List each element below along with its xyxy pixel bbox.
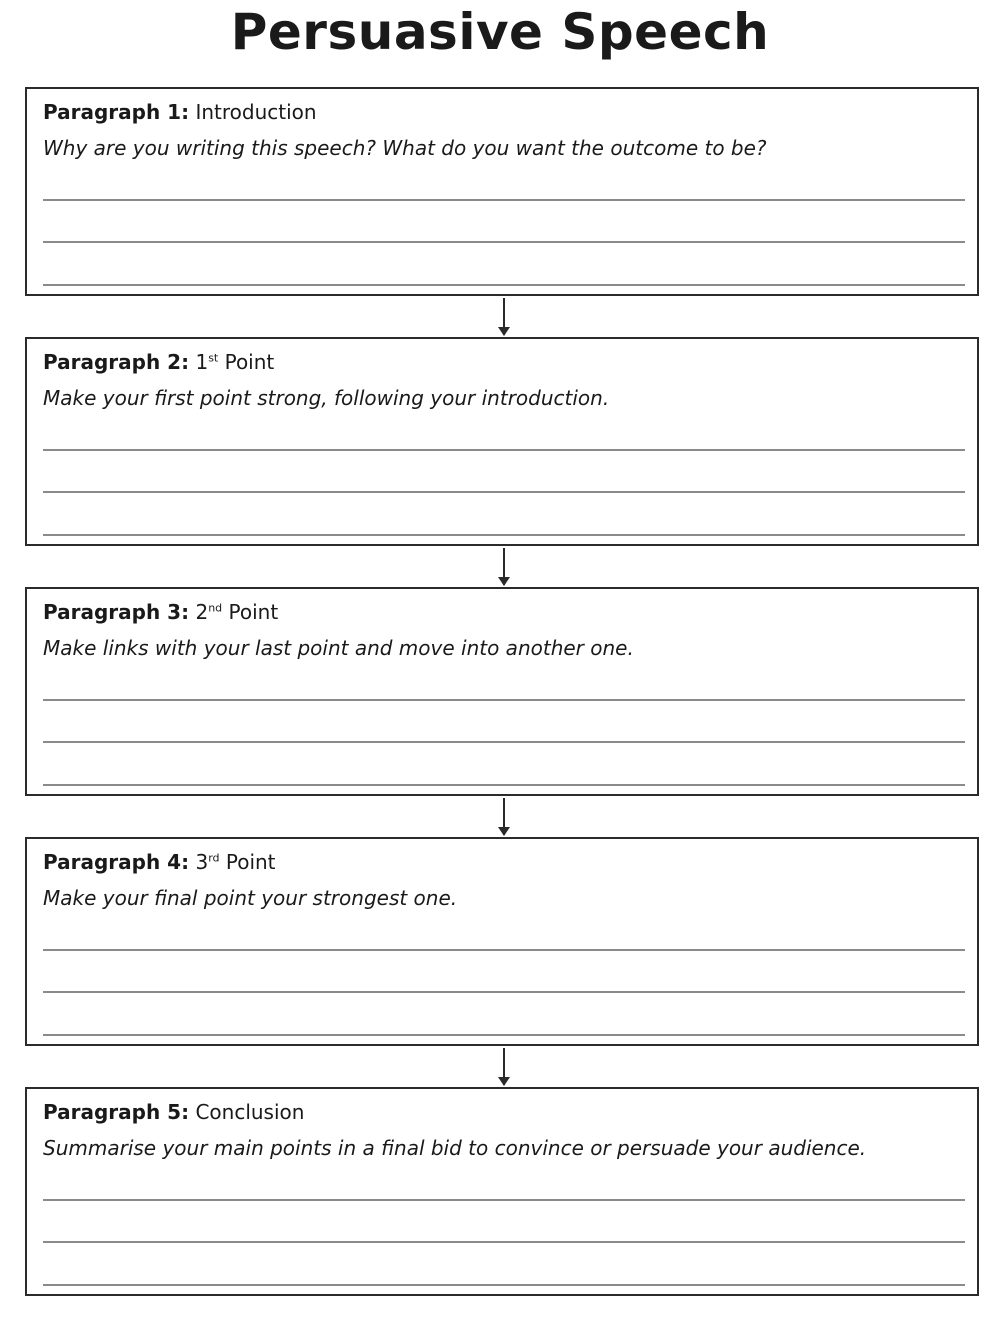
paragraph-3-ordinal: 2nd	[195, 600, 223, 624]
paragraph-2-label: Paragraph 2:	[43, 350, 190, 374]
paragraph-3-heading	[43, 599, 278, 625]
paragraph-1-writing-line-2[interactable]	[43, 241, 965, 243]
paragraph-4-writing-line-1[interactable]	[43, 949, 965, 951]
paragraph-5-label: Paragraph 5:	[43, 1100, 190, 1124]
paragraph-5-heading	[43, 1099, 304, 1125]
down-arrow-icon	[503, 798, 505, 835]
paragraph-2-prompt: Make your first point strong, following your introduction.	[43, 386, 610, 410]
paragraph-1-heading-text: Introduction	[195, 100, 317, 124]
page-title: Persuasive Speech	[230, 3, 770, 61]
paragraph-3-writing-line-3[interactable]	[43, 784, 965, 786]
paragraph-3-writing-line-2[interactable]	[43, 741, 965, 743]
paragraph-1-label: Paragraph 1:	[43, 100, 190, 124]
paragraph-3-heading-text: Point	[222, 600, 279, 624]
paragraph-2-heading-text: Point	[218, 350, 275, 374]
paragraph-3-prompt: Make links with your last point and move into another one.	[43, 636, 634, 660]
paragraph-2-writing-line-2[interactable]	[43, 491, 965, 493]
paragraph-1-prompt: Why are you writing this speech? What do you want the outcome to be?	[43, 136, 767, 160]
paragraph-4-ordinal: 3rd	[195, 850, 220, 874]
paragraph-5-prompt: Summarise your main points in a final bid to convince or persuade your audience.	[43, 1136, 867, 1160]
paragraph-2-writing-line-3[interactable]	[43, 534, 965, 536]
paragraph-5-heading-text: Conclusion	[195, 1100, 305, 1124]
paragraph-2-ordinal: 1st	[195, 350, 219, 374]
paragraph-1-writing-line-3[interactable]	[43, 284, 965, 286]
down-arrow-icon	[503, 548, 505, 585]
paragraph-5-writing-line-1[interactable]	[43, 1199, 965, 1201]
paragraph-4-heading	[43, 849, 276, 875]
paragraph-1-heading	[43, 99, 317, 125]
paragraph-4-label: Paragraph 4:	[43, 850, 190, 874]
paragraph-4-writing-line-2[interactable]	[43, 991, 965, 993]
paragraph-2-heading	[43, 349, 274, 375]
down-arrow-icon	[503, 1048, 505, 1085]
paragraph-4-box	[25, 837, 979, 1046]
paragraph-4-heading-text: Point	[219, 850, 276, 874]
paragraph-4-prompt: Make your final point your strongest one.	[43, 886, 458, 910]
paragraph-1-writing-line-1[interactable]	[43, 199, 965, 201]
paragraph-2-writing-line-1[interactable]	[43, 449, 965, 451]
paragraph-5-writing-line-2[interactable]	[43, 1241, 965, 1243]
paragraph-2-box	[25, 337, 979, 546]
paragraph-4-writing-line-3[interactable]	[43, 1034, 965, 1036]
down-arrow-icon	[503, 298, 505, 335]
paragraph-3-writing-line-1[interactable]	[43, 699, 965, 701]
paragraph-5-box	[25, 1087, 979, 1296]
paragraph-1-box	[25, 87, 979, 296]
paragraph-5-writing-line-3[interactable]	[43, 1284, 965, 1286]
paragraph-3-box	[25, 587, 979, 796]
paragraph-3-label: Paragraph 3:	[43, 600, 190, 624]
